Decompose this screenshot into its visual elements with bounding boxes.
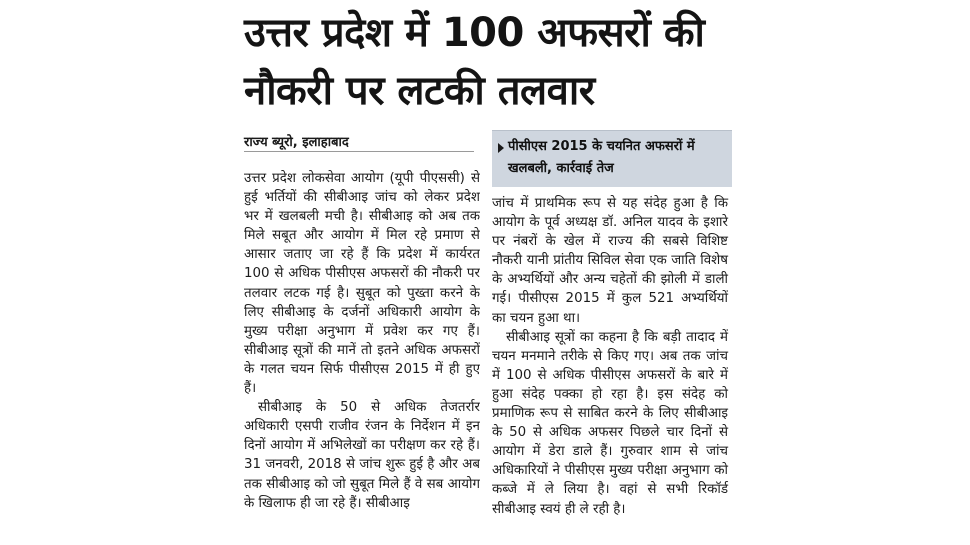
subheading-box: [492, 130, 732, 187]
headline-line-1: उत्तर प्रदेश में 100 अफसरों की: [244, 10, 705, 56]
paragraph: जांच में प्राथमिक रूप से यह संदेह हुआ है कि आयोग के पूर्व अध्यक्ष डॉ. अनिल यादव के इशारे पर नंबरों के खेल में राज्य की सबसे विशिष्ट नौकरी यानी प्रांतीय सिविल सेवा एक जाति विशेष के अभ्यर्थियों और अन्य चहेतों की झोली में डाली गई। पीसीएस 2015 में कुल 521 अभ्यर्थियों का चयन हुआ था।: [492, 196, 728, 326]
dateline: राज्य ब्यूरो, इलाहाबाद: [244, 135, 349, 150]
headline-line-2: नौकरी पर लटकी तलवार: [244, 68, 595, 114]
paragraph: सीबीआइ सूत्रों का कहना है कि बड़ी तादाद में चयन मनमाने तरीके से किए गए। अब तक जांच में 100 से अधिक पीसीएस अफसरों के बारे में हुआ संदेह पक्का हो रहा है। इस संदेह को प्रमाणिक रूप से साबित करने के लिए सीबीआइ के 50 से अधिक अफसर पिछले चार दिनों से आयोग में डेरा डाले हैं। गुरुवार शाम से जांच अधिकारियों ने पीसीएस मुख्य परीक्षा अनुभाग को कब्जे में ले लिया है। वहां से सभी रिकॉर्ड सीबीआइ स्वयं ही ले रही है।: [492, 329, 728, 517]
dateline-divider: [244, 151, 474, 152]
subheading: पीसीएस 2015 के चयनित अफसरों में खलबली, कार्रवाई तेज: [508, 139, 695, 176]
paragraph: सीबीआइ के 50 से अधिक तेजतर्रार अधिकारी एसपी राजीव रंजन के निर्देशन में इन दिनों आयोग में अभिलेखों का परीक्षण कर रहे हैं। 31 जनवरी, 2018 से जांच शुरू हुई है और अब तक सीबीआइ को जो सुबूत मिले हैं वे सब आयोग के खिलाफ ही जा रहे हैं। सीबीआइ: [244, 400, 480, 511]
article-column-1: [244, 169, 480, 545]
paragraph: उत्तर प्रदेश लोकसेवा आयोग (यूपी पीएससी) से हुई भर्तियों की सीबीआइ जांच को लेकर प्रदेश भर में खलबली मची है। सीबीआइ को अब तक मिले सबूत और आयोग में मिल रहे प्रमाण से आसार जताए जा रहे हैं कि प्रदेश में कार्यरत 100 से अधिक पीसीएस अफसरों की नौकरी पर तलवार लटक गई है। सुबूत को पुख्ता करने के लिए सीबीआइ के दर्जनों अधिकारी आयोग के मुख्य परीक्षा अनुभाग में प्रवेश कर गए हैं। सीबीआइ सूत्रों की मानें तो इतने अधिक अफसरों के गलत चयन सिर्फ पीसीएस 2015 में ही हुए हैं।: [244, 171, 480, 397]
article-column-2: [492, 194, 728, 519]
arrow-right-icon: [498, 143, 504, 153]
headline: [244, 4, 744, 120]
